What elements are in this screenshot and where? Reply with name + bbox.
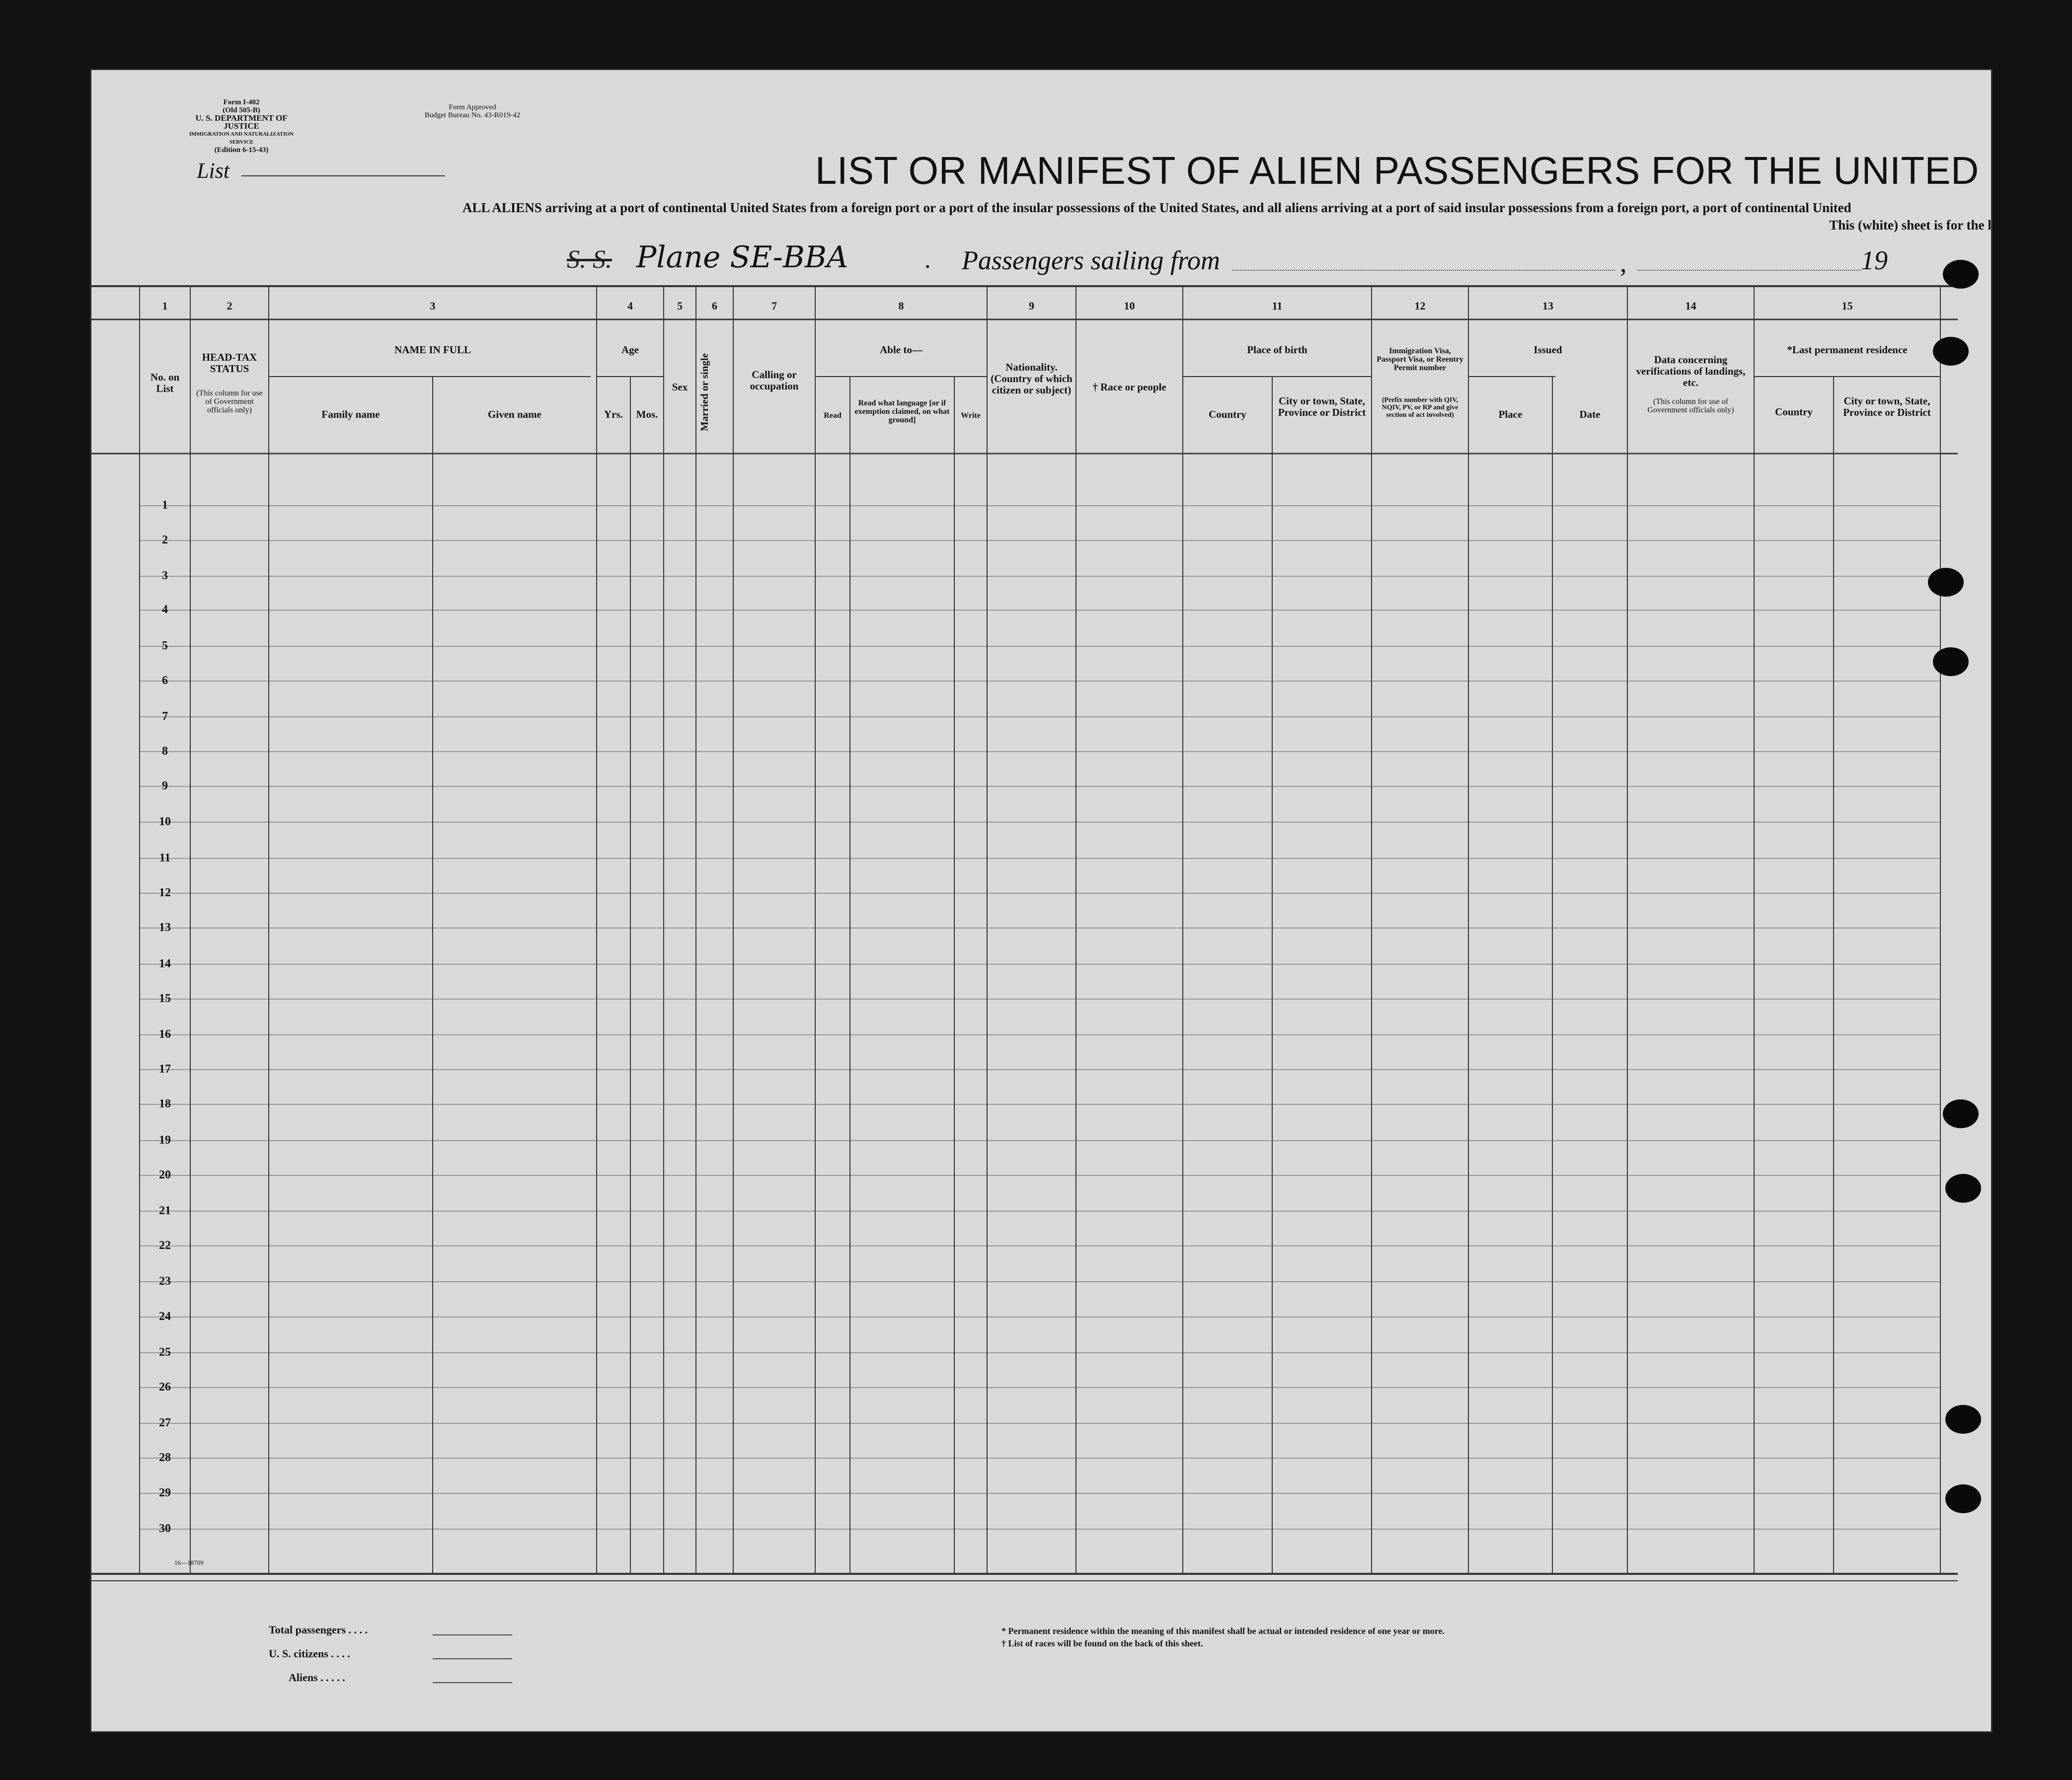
punch-hole — [1943, 260, 1979, 289]
form-line: U. S. DEPARTMENT OF JUSTICE — [195, 113, 288, 131]
instruction-line-2: This (white) sheet is for the listing of — [1829, 218, 2037, 232]
page-title: LIST OR MANIFEST OF ALIEN PASSENGERS FOR THE UNITED — [815, 149, 1979, 192]
row-number: 17 — [159, 1063, 171, 1076]
instruction-line: ALL ALIENS arriving at a port of continental United States from a foreign port or a port of the insular possessions of the United States, and all aliens arriving at a port of said insular possessions from a foreign port, a port of continental United — [462, 200, 1851, 215]
col-number: 10 — [1124, 300, 1135, 312]
last-residence-header: *Last permanent residence — [1787, 344, 1908, 356]
residence-footnote: * Permanent residence within the meaning of this manifest shall be actual or intended residence of one year or more. — [1001, 1626, 1445, 1636]
write-header: Write — [961, 411, 981, 420]
row-number: 30 — [159, 1522, 171, 1535]
no-on-list-header: No. on List — [150, 371, 180, 394]
col-number: 13 — [1542, 300, 1553, 312]
row-number: 3 — [162, 569, 168, 582]
race-footnote: † List of races will be found on the back of this sheet. — [1001, 1638, 1203, 1648]
row-number: 12 — [159, 886, 171, 899]
col-number: 3 — [430, 300, 436, 312]
row-number: 2 — [162, 534, 168, 546]
row-number: 23 — [159, 1275, 171, 1288]
col-number: 15 — [1842, 300, 1853, 312]
col-number: 12 — [1414, 300, 1426, 312]
row-number: 13 — [159, 921, 171, 934]
birth-country-header: Country — [1209, 408, 1246, 420]
calling-header: Calling or occupation — [750, 369, 799, 392]
data-concerning-header: Data concerning verifications of landings, etc. — [1636, 354, 1746, 388]
residence-city-header: City or town, State, Province or District — [1843, 395, 1931, 418]
row-number: 4 — [162, 603, 168, 616]
manifest-sheet — [90, 69, 2037, 1733]
punch-hole — [1933, 647, 1969, 676]
form-line: IMMIGRATION AND NATURALIZATION SERVICE — [189, 131, 294, 145]
able-to-header: Able to— — [880, 344, 922, 356]
punch-hole — [1943, 1099, 1979, 1128]
list-label: List — [197, 158, 230, 183]
form-line: (Edition 6-15-43) — [214, 146, 269, 154]
punch-hole — [1928, 568, 1964, 597]
col-number: 4 — [627, 300, 633, 312]
vessel-name-field[interactable]: Plane SE-BBA — [636, 240, 848, 275]
form-line: (Old 505-B) — [223, 106, 260, 114]
approval-line: Form Approved — [449, 103, 496, 111]
ss-label: S. S. — [567, 245, 612, 274]
separator-comma: , — [1620, 248, 1627, 278]
separator-dot: . — [924, 245, 931, 273]
nationality-header: Nationality. (Country of which citizen or subject) — [991, 361, 1073, 396]
row-number: 15 — [159, 992, 171, 1005]
col-number: 9 — [1029, 300, 1034, 312]
col-number: 7 — [771, 300, 777, 312]
punch-hole — [1945, 1174, 1981, 1203]
row-number: 1 — [162, 499, 168, 512]
row-number: 8 — [162, 745, 168, 758]
row-number: 27 — [159, 1416, 171, 1429]
row-number: 6 — [162, 674, 168, 687]
col-number: 6 — [712, 300, 717, 312]
data-concerning-note: (This column for use of Government officials only) — [1647, 397, 1734, 414]
row-number: 18 — [159, 1097, 171, 1110]
head-tax-note: (This column for use of Government officials only) — [196, 389, 263, 414]
row-number: 10 — [159, 815, 171, 828]
visa-header: Immigration Visa, Passport Visa, or Reentry Permit number — [1377, 347, 1463, 372]
printer-mark: 16—18709 — [174, 1559, 204, 1566]
total-passengers-label: Total passengers . . . . — [269, 1624, 368, 1636]
issued-date-header: Date — [1579, 408, 1601, 420]
row-number: 26 — [159, 1381, 171, 1393]
approval-line: Budget Bureau No. 43-R019-42 — [424, 111, 521, 119]
row-number: 28 — [159, 1451, 171, 1464]
birth-city-header: City or town, State, Province or District — [1278, 395, 1366, 418]
mos-header: Mos. — [636, 408, 658, 420]
row-number: 29 — [159, 1486, 171, 1499]
row-number: 16 — [159, 1028, 171, 1041]
read-header: Read — [824, 411, 842, 420]
row-number: 19 — [159, 1134, 171, 1147]
married-single-header: Married or single — [698, 353, 710, 432]
residence-country-header: Country — [1775, 406, 1813, 418]
col-number: 5 — [677, 300, 683, 312]
row-number: 14 — [159, 957, 171, 970]
row-number: 9 — [162, 779, 168, 792]
row-number: 11 — [159, 851, 171, 864]
row-number: 22 — [159, 1239, 171, 1252]
punch-hole — [1933, 337, 1969, 366]
given-name-header: Given name — [488, 408, 541, 420]
visa-note: (Prefix number with QIV, NQIV, PV, or RP and give section of act involved) — [1381, 396, 1458, 419]
col-number: 1 — [162, 300, 168, 312]
issued-header: Issued — [1534, 344, 1562, 356]
name-in-full-header: NAME IN FULL — [394, 344, 471, 356]
aliens-label: Aliens . . . . . — [289, 1671, 345, 1684]
row-number: 24 — [159, 1310, 171, 1323]
col-number: 8 — [898, 300, 904, 312]
col-number: 2 — [227, 300, 232, 312]
row-number: 21 — [159, 1204, 171, 1217]
head-tax-header: HEAD-TAX STATUS — [202, 351, 257, 375]
sex-header: Sex — [672, 381, 688, 393]
yrs-header: Yrs. — [604, 408, 623, 420]
punch-hole — [1945, 1405, 1981, 1434]
total-passengers-field[interactable] — [433, 1634, 512, 1635]
col-number: 14 — [1685, 300, 1696, 312]
family-name-header: Family name — [321, 408, 380, 420]
us-citizens-label: U. S. citizens . . . . — [269, 1647, 350, 1660]
row-number: 20 — [159, 1168, 171, 1181]
aliens-field[interactable] — [433, 1682, 512, 1683]
col-number: 11 — [1272, 300, 1283, 312]
us-citizens-field[interactable] — [433, 1658, 512, 1659]
row-number: 7 — [162, 710, 168, 723]
row-number: 5 — [162, 639, 168, 652]
punch-hole — [1945, 1484, 1981, 1513]
sailing-from-label: Passengers sailing from — [962, 245, 1221, 275]
issued-place-header: Place — [1498, 408, 1523, 420]
row-number: 25 — [159, 1346, 171, 1359]
form-line: Form I-402 — [223, 98, 260, 106]
age-header: Age — [621, 344, 639, 356]
year-label: 19 — [1861, 245, 1888, 275]
read-language-header: Read what language [or if exemption claimed, on what ground] — [854, 399, 950, 424]
manifest-grid — [90, 69, 1993, 1733]
place-of-birth-header: Place of birth — [1247, 344, 1307, 356]
race-header: † Race or people — [1092, 381, 1166, 393]
